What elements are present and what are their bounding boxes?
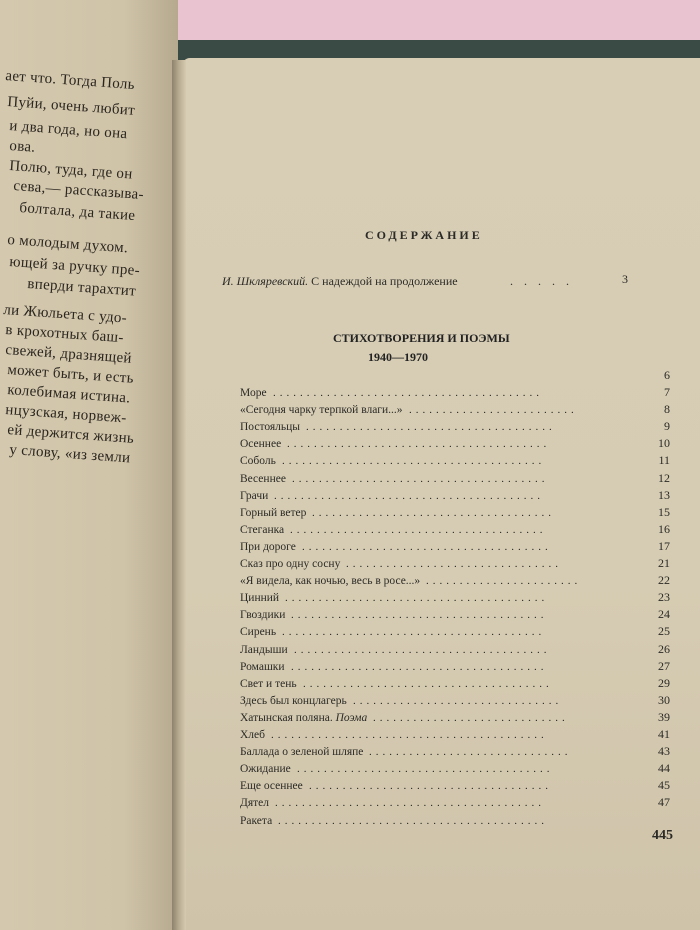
intro-title: С надеждой на продолжение	[311, 274, 458, 288]
toc-entry-page: 13	[658, 487, 670, 502]
toc-entry-title	[240, 592, 279, 604]
toc-entry-page: 27	[658, 658, 670, 673]
toc-entry-title-text: Весеннее	[240, 472, 286, 485]
toc-entry-title-text: Еще осеннее	[240, 780, 303, 793]
toc-entry-title	[240, 678, 297, 690]
toc-entry	[240, 780, 670, 796]
left-page-line: свежей, дразнящей	[4, 342, 133, 367]
left-page-line: Пуйи, очень любит	[6, 94, 136, 119]
left-page-line: о молодым духом.	[6, 232, 129, 257]
toc-entry-page: 30	[658, 692, 670, 707]
toc-leader-dots: ........................................	[278, 814, 548, 827]
left-page-line: Полю, туда, где он	[8, 158, 134, 183]
intro-entry	[222, 274, 458, 289]
toc-leader-dots: ....................................	[309, 780, 552, 793]
toc-entry-title	[240, 763, 291, 775]
toc-entry	[240, 487, 670, 506]
toc-entry-title-text: Ракета	[240, 814, 273, 827]
toc-entry-title	[240, 575, 420, 587]
toc-leader-dots: ...............................	[353, 694, 563, 707]
toc-entry-title	[240, 507, 306, 519]
left-page-line: ает что. Тогда Поль	[4, 68, 136, 94]
toc-entry	[240, 592, 670, 608]
toc-leader-dots: .....................................	[306, 421, 556, 434]
toc-leader-dots: .....................................	[302, 540, 552, 553]
toc-entry-title	[240, 797, 269, 809]
toc-entry	[240, 641, 670, 660]
left-page-line: ова.	[8, 138, 36, 156]
toc-leader-dots: .......................	[426, 575, 582, 588]
toc-entry-page: 24	[658, 607, 670, 622]
toc-entry-title-text: Ожидание	[240, 763, 291, 776]
toc-leader-dots: .......................................	[282, 455, 546, 468]
toc-entry-title	[240, 473, 286, 485]
toc-entry-page: 41	[658, 727, 670, 741]
toc-leader-dots: ..............................	[369, 746, 572, 759]
contents-heading: СОДЕРЖАНИЕ	[365, 228, 483, 242]
toc-entry-title	[240, 626, 276, 638]
toc-entry-page: 12	[658, 470, 670, 485]
toc-entry-title-text: Цинний	[240, 592, 280, 605]
book-gutter	[172, 60, 186, 930]
toc-leader-dots: ........................................	[273, 387, 543, 399]
toc-entry	[240, 658, 670, 677]
toc-entry-title-text: «Сегодня чарку терпкой влаги...»	[240, 404, 403, 417]
toc-entry-title	[240, 455, 276, 467]
left-page-line: ли Жюльета с удо-	[2, 302, 128, 327]
toc-entry-page: 15	[658, 504, 670, 519]
toc-entry-title	[240, 421, 300, 433]
left-page-line: ей держится жизнь	[6, 422, 135, 447]
toc-entry-title-text: Осеннее	[240, 438, 282, 451]
intro-leader-dots: . . . . .	[510, 274, 573, 288]
toc-entry-title-text: Постояльцы	[240, 421, 301, 434]
toc-entry-title	[240, 729, 265, 741]
toc-entry-title	[240, 558, 340, 570]
left-page-line: ющей за ручку пре-	[8, 254, 141, 280]
toc-entry-subtitle: Поэма	[335, 711, 368, 724]
toc-entry-title	[240, 815, 272, 827]
intro-author: И. Шкляревский.	[222, 274, 309, 288]
toc-entry	[240, 763, 670, 779]
toc-entry	[240, 521, 670, 540]
toc-leader-dots: ....................................	[312, 506, 555, 519]
toc-leader-dots: ......................................	[294, 643, 551, 656]
toc-entry	[240, 626, 670, 642]
toc-entry-page: 43	[658, 744, 670, 759]
toc-entry-page: 9	[664, 419, 670, 434]
toc-leader-dots: ........................................	[275, 797, 545, 810]
section-years: 1940—1970	[368, 350, 428, 364]
left-page-line: может быть, и есть	[6, 362, 135, 387]
toc-entry-title-text: Хатынская поляна.	[240, 711, 333, 724]
toc-entry-title-text: Стеганка	[240, 523, 285, 536]
toc-entry-page: 22	[658, 573, 670, 588]
toc-leader-dots: .....................................	[303, 677, 553, 690]
section-page-row	[240, 370, 670, 386]
toc-leader-dots: ......................................	[292, 472, 549, 485]
toc-entry-title	[240, 780, 303, 792]
toc-entry	[240, 746, 670, 762]
toc-entry-page: 16	[658, 521, 670, 536]
section-page-number: 6	[664, 368, 670, 382]
toc-leader-dots: ......................................	[291, 609, 548, 622]
toc-entry	[240, 504, 670, 523]
toc-entry	[240, 692, 670, 711]
toc-entry-title-text: Горный ветер	[240, 506, 307, 519]
toc-entry	[240, 815, 670, 831]
toc-entry	[240, 538, 670, 557]
left-page-line: сева,— рассказыва-	[12, 178, 145, 204]
toc-entry	[240, 558, 670, 574]
toc-entry	[240, 470, 670, 489]
left-page-line: у слову, «из земли	[8, 442, 131, 467]
toc-entry-page: 39	[658, 709, 670, 724]
toc-entry-title-text: Сирень	[240, 626, 277, 639]
toc-leader-dots: .......................................	[287, 438, 551, 451]
toc-entry-page: 21	[658, 556, 670, 570]
toc-entry-title-text: При дороге	[240, 540, 296, 553]
toc-entry-title	[240, 746, 363, 758]
toc-entry-page: 45	[658, 778, 670, 793]
left-page-line: вперди тарахтит	[26, 276, 137, 300]
toc-entry-page: 47	[658, 795, 670, 810]
toc-entry-page: 23	[658, 590, 670, 605]
left-page-line: и два года, но она	[8, 118, 128, 143]
toc-entry-title	[240, 524, 284, 536]
toc-entry-title	[240, 387, 267, 399]
toc-entry	[240, 609, 670, 625]
intro-page-number: 3	[622, 272, 628, 286]
toc-entry-title-text: Свет и тень	[240, 677, 297, 690]
left-page-line: болтала, да такие	[18, 200, 136, 225]
toc-entry-title-text: Гвоздики	[240, 609, 286, 622]
toc-leader-dots: .............................	[373, 711, 569, 724]
toc-entry	[240, 455, 670, 471]
toc-entry-page: 44	[658, 761, 670, 776]
toc-leader-dots: .......................................	[282, 626, 546, 639]
toc-entry-title-text: Ландыши	[240, 643, 288, 656]
left-page-line: нцузская, норвеж-	[4, 402, 128, 427]
toc-entry-page: 25	[658, 624, 670, 639]
toc-entry	[240, 421, 670, 437]
toc-entry-page: 11	[658, 453, 670, 468]
toc-entry-title	[240, 438, 281, 450]
toc-entry	[240, 709, 670, 728]
toc-entry-title	[240, 609, 285, 621]
toc-leader-dots: .........................................	[271, 729, 548, 741]
toc-entry-title-text: Дятел	[240, 797, 270, 810]
left-page	[0, 0, 178, 930]
toc-entry-title-text: Баллада о зеленой шляпе	[240, 746, 364, 759]
toc-entry-title	[240, 404, 403, 416]
toc-leader-dots: ......................................	[290, 523, 547, 536]
toc-entry	[240, 675, 670, 694]
toc-entry-title-text: Соболь	[240, 455, 276, 468]
toc-entry-title-text: Хлеб	[240, 729, 265, 741]
toc-entry-title-text: Сказ про одну сосну	[240, 558, 341, 570]
toc-entry-page: 7	[664, 385, 670, 399]
left-page-line: колебимая истина.	[6, 382, 131, 407]
toc-entry	[240, 797, 670, 813]
toc-entry-page: 10	[658, 436, 670, 451]
toc-entry-title	[240, 695, 347, 707]
toc-entry-title-text: Грачи	[240, 489, 269, 502]
toc-entry	[240, 387, 670, 403]
toc-entry-title-text: «Я видела, как ночью, весь в росе...»	[240, 575, 421, 588]
toc-entry-page: 8	[664, 402, 670, 417]
left-page-line: в крохотных баш-	[4, 322, 125, 347]
toc-entry-title-text: Здесь был концлагерь	[240, 694, 347, 707]
toc-entry-page: 26	[658, 641, 670, 656]
toc-entry-page: 17	[658, 538, 670, 553]
toc-entry-title-text: Море	[240, 387, 267, 399]
toc-leader-dots: ................................	[346, 558, 562, 570]
toc-entry-title-text: Ромашки	[240, 660, 285, 673]
toc-entry-title	[240, 712, 367, 724]
folio-page-number: 445	[652, 828, 673, 843]
section-title: СТИХОТВОРЕНИЯ И ПОЭМЫ	[333, 331, 510, 345]
toc-entry-title	[240, 661, 285, 673]
toc-leader-dots: ........................................	[274, 489, 544, 502]
toc-leader-dots: ......................................	[297, 763, 554, 776]
toc-entry	[240, 575, 670, 591]
toc-leader-dots: .........................	[409, 404, 578, 417]
toc-entry	[240, 404, 670, 420]
toc-entry	[240, 438, 670, 454]
toc-leader-dots: ......................................	[291, 660, 548, 673]
toc-entry-title	[240, 490, 268, 502]
toc-leader-dots: .......................................	[285, 592, 549, 605]
toc-entry-title	[240, 644, 288, 656]
toc-entry-page: 29	[658, 675, 670, 690]
toc-entry-title	[240, 541, 296, 553]
toc-entry	[240, 729, 670, 745]
